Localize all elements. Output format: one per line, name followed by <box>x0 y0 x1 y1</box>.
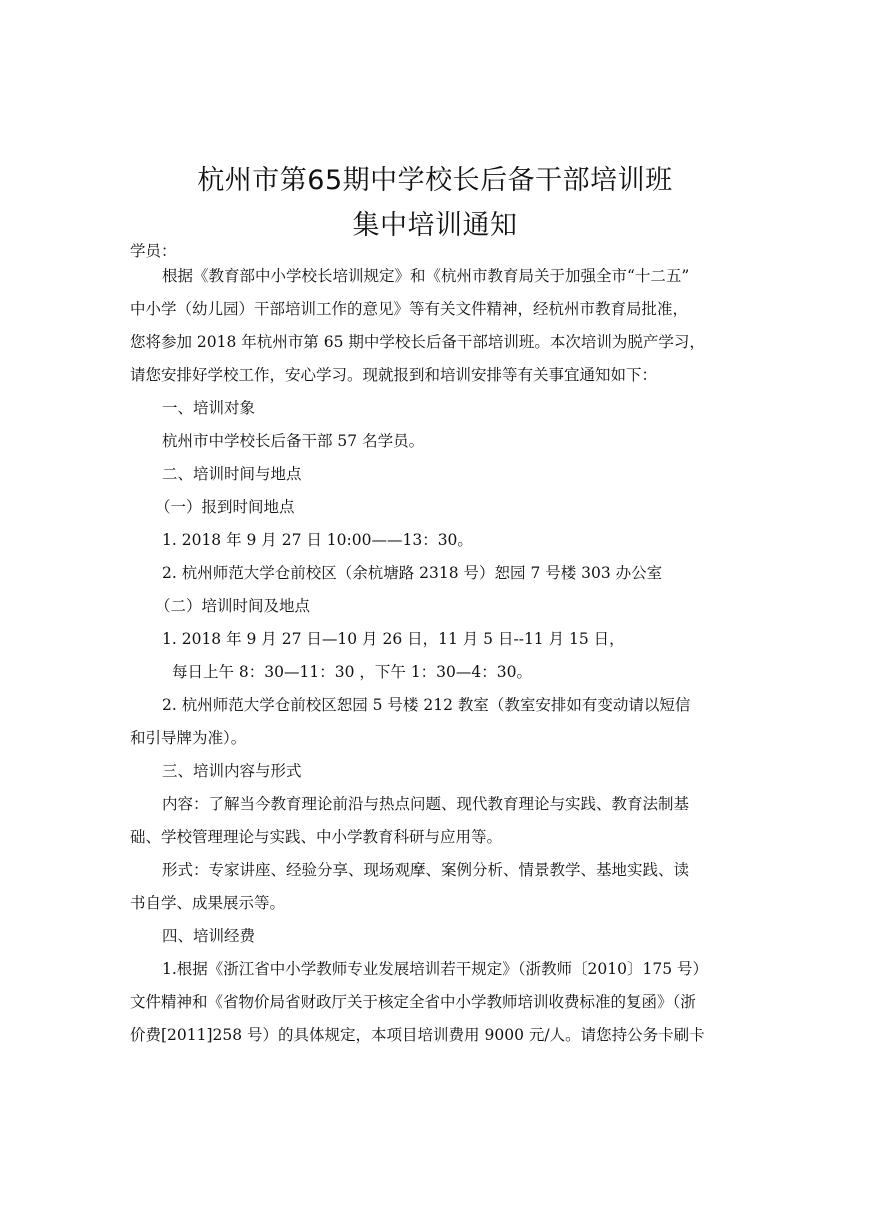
fee-line-1: 1.根据《浙江省中小学教师专业发展培训若干规定》（浙教师〔2010〕175 号） <box>162 960 708 978</box>
salutation: 学员： <box>130 242 177 260</box>
form-line-2: 书自学、成果展示等。 <box>130 894 286 912</box>
subsection-heading-training: （二）培训时间及地点 <box>155 597 311 615</box>
section-heading-2: 二、培训时间与地点 <box>162 465 302 483</box>
intro-line-3: 您将参加 2018 年杭州市第 65 期中学校长后备干部培训班。本次培训为脱产学习， <box>130 333 705 351</box>
section-1-body: 杭州市中学校长后备干部 57 名学员。 <box>162 432 425 450</box>
document-title-line2: 集中培训通知 <box>352 210 518 241</box>
training-dates: 1. 2018 年 9 月 27 日—10 月 26 日，11 月 5 日--11 月 15 日， <box>162 630 625 648</box>
fee-line-2: 文件精神和《省物价局省财政厅关于核定全省中小学教师培训收费标准的复函》（浙 <box>130 993 696 1011</box>
registration-time: 1. 2018 年 9 月 27 日 10:00——13：30。 <box>162 531 473 549</box>
training-location-cont: 和引导牌为准）。 <box>130 729 247 747</box>
content-line-2: 础、学校管理理论与实践、中小学教育科研与应用等。 <box>130 828 503 846</box>
fee-line-3: 价费[2011]258 号）的具体规定，本项目培训费用 9000 元/人。请您持公务卡刷卡 <box>130 1026 705 1044</box>
section-heading-4: 四、培训经费 <box>162 927 256 945</box>
subsection-heading-registration: （一）报到时间地点 <box>155 498 295 516</box>
intro-line-1: 根据《教育部中小学校长培训规定》和《杭州市教育局关于加强全市“十二五” <box>162 267 690 285</box>
content-line-1: 内容：了解当今教育理论前沿与热点问题、现代教育理论与实践、教育法制基 <box>162 795 690 813</box>
registration-location: 2. 杭州师范大学仓前校区（余杭塘路 2318 号）恕园 7 号楼 303 办公室 <box>162 564 663 582</box>
section-heading-1: 一、培训对象 <box>162 399 256 417</box>
training-location: 2. 杭州师范大学仓前校区恕园 5 号楼 212 教室（教室安排如有变动请以短信 <box>162 696 691 714</box>
section-heading-3: 三、培训内容与形式 <box>162 762 302 780</box>
intro-line-4: 请您安排好学校工作，安心学习。现就报到和培训安排等有关事宜通知如下： <box>130 366 658 384</box>
intro-line-2: 中小学（幼儿园）干部培训工作的意见》等有关文件精神，经杭州市教育局批准， <box>130 300 689 318</box>
form-line-1: 形式：专家讲座、经验分享、现场观摩、案例分析、情景教学、基地实践、读 <box>162 861 690 879</box>
training-daily-hours: 每日上午 8：30—11：30 ，下午 1：30—4：30。 <box>172 663 532 681</box>
document-title-line1: 杭州市第65期中学校长后备干部培训班 <box>197 165 673 196</box>
